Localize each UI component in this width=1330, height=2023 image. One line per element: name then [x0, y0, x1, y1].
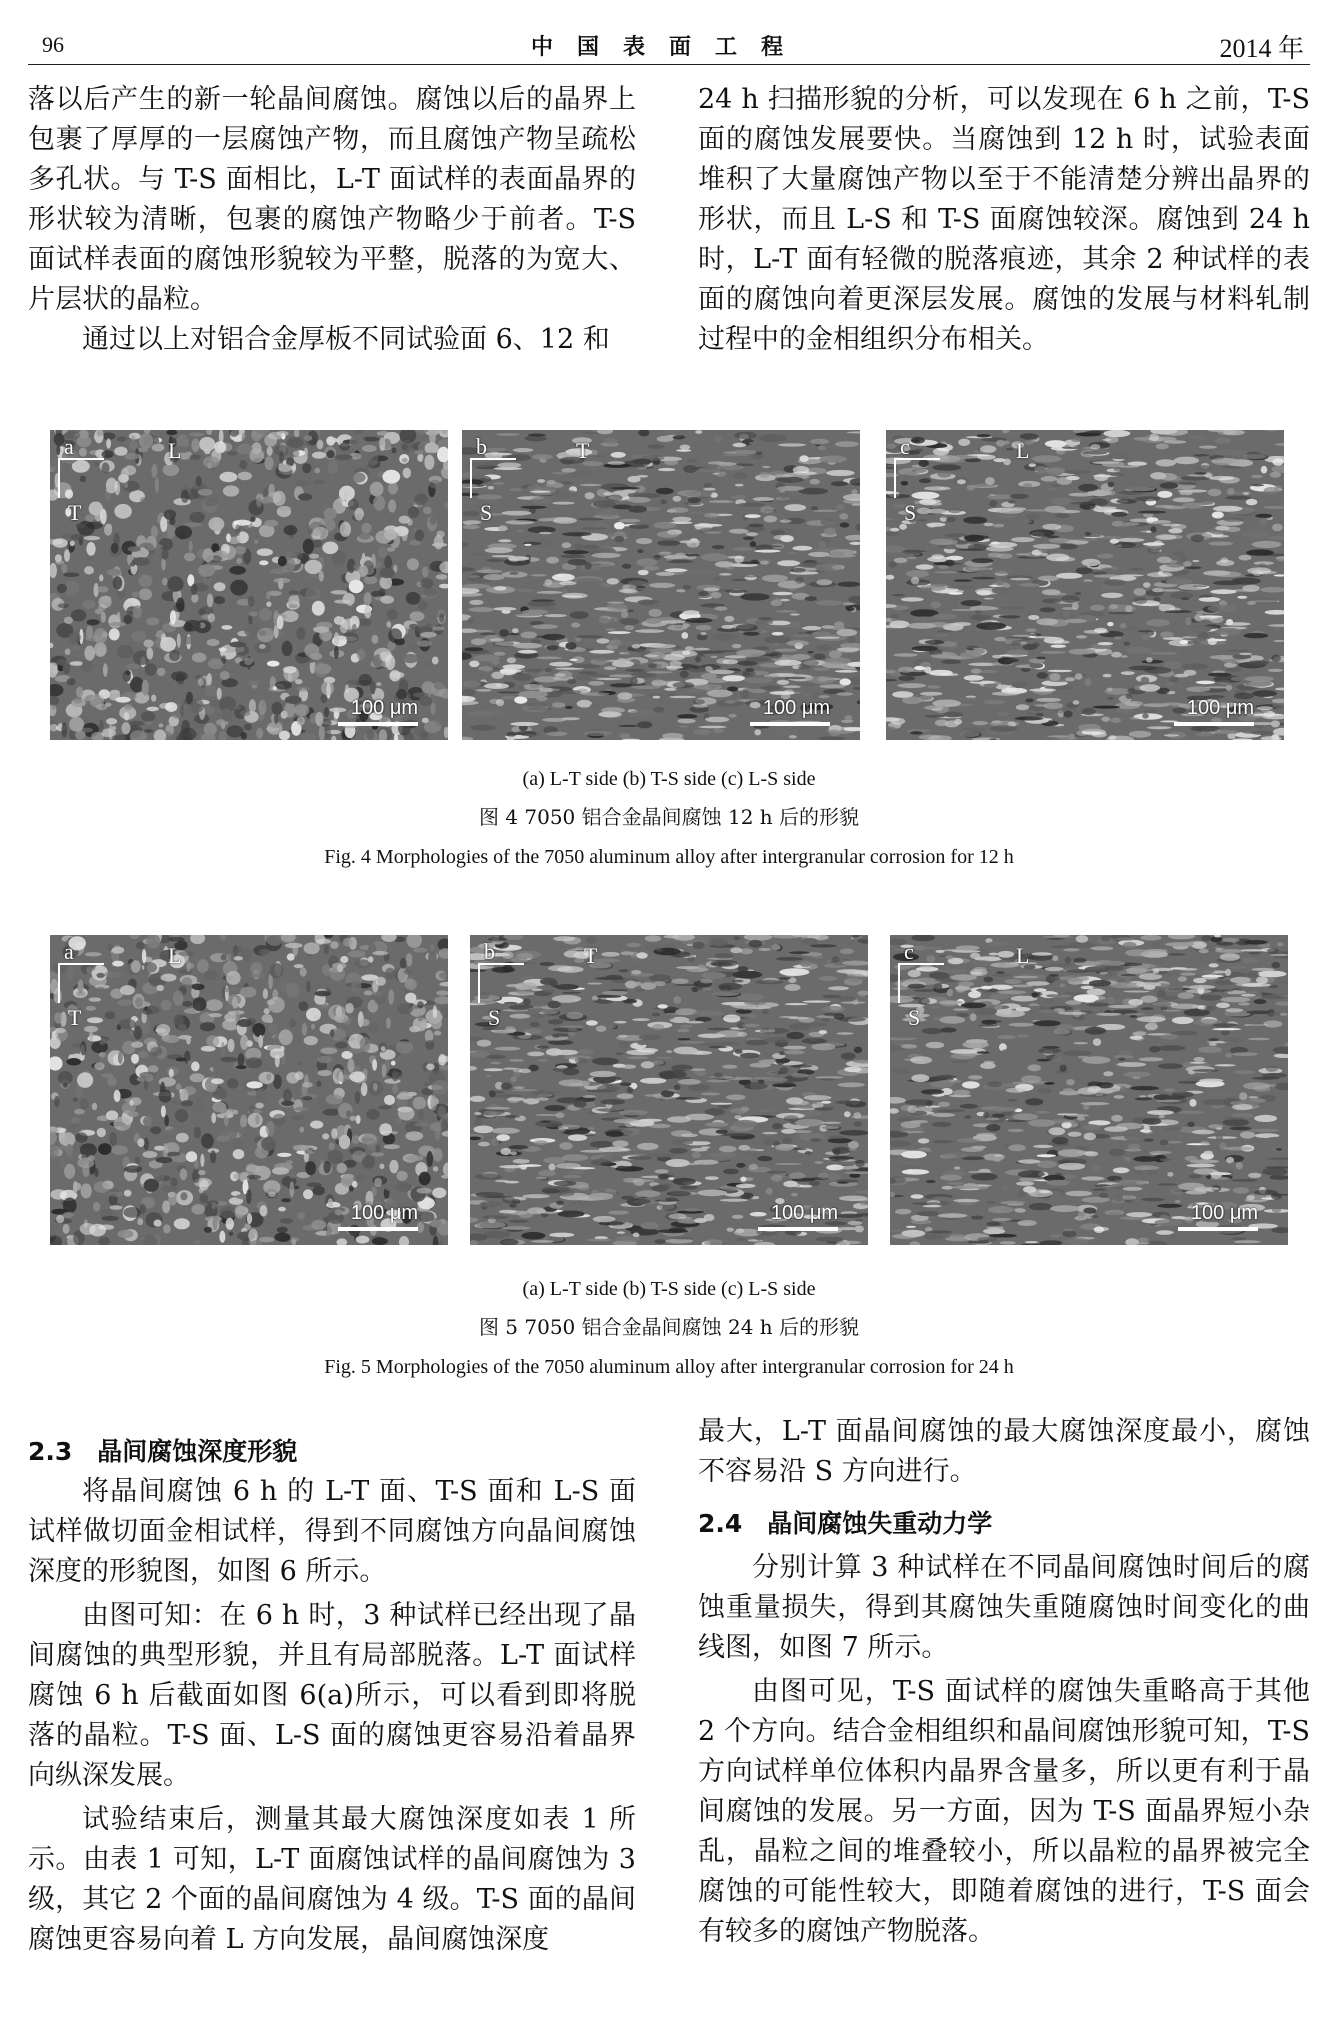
- paragraph: 最大，L-T 面晶间腐蚀的最大腐蚀深度最小，腐蚀不容易沿 S 方向进行。: [698, 1416, 1310, 1487]
- figure-4: [50, 430, 1290, 740]
- panel-letter: b: [484, 939, 495, 964]
- sem-texture: [890, 935, 1288, 1245]
- panel-letter: c: [904, 939, 914, 964]
- axis-label-v: S: [480, 500, 493, 525]
- scale-label: 100 μm: [350, 1202, 418, 1224]
- sem-image-b: [462, 430, 860, 740]
- panel-letter: c: [900, 434, 910, 459]
- axis-label-v: S: [908, 1005, 921, 1030]
- left-column-bottom: [28, 1432, 636, 1960]
- sem-texture: [886, 430, 1284, 740]
- left-column-top: [28, 80, 636, 360]
- scale-label: 100 μm: [1186, 697, 1254, 719]
- paragraph: 由图可见，T-S 面试样的腐蚀失重略高于其他 2 个方向。结合金相组织和晶间腐蚀形貌可知，T-S 方向试样单位体积内晶界含量多，所以更有利于晶间腐蚀的发展。另一方面，因为 T-S 面晶界短小杂乱，晶粒之间的堆叠较小，所以晶粒的晶界被完全腐蚀的可能性较大，即随着腐蚀的进行，T-S 面会有较多的腐蚀产物脱落。: [698, 1676, 1310, 1947]
- page-number: 96: [42, 32, 64, 57]
- scale-label: 100 μm: [350, 697, 418, 719]
- figure-4-caption-zh: 图 4 7050 铝合金晶间腐蚀 12 h 后的形貌: [478, 805, 860, 829]
- sem-texture: [462, 430, 860, 740]
- scale-label: 100 μm: [1190, 1202, 1258, 1224]
- scale-label: 100 μm: [762, 697, 830, 719]
- right-column-top: [698, 80, 1310, 360]
- scale-bar: [758, 1227, 838, 1231]
- paragraph: 将晶间腐蚀 6 h 的 L-T 面、T-S 面和 L-S 面试样做切面金相试样，得到不同腐蚀方向晶间腐蚀深度的形貌图，如图 6 所示。: [28, 1476, 636, 1587]
- axis-v: [478, 963, 480, 1003]
- sem-image-a: [50, 430, 448, 740]
- axis-label-v: S: [488, 1005, 501, 1030]
- figure-5-caption-zh: 图 5 7050 铝合金晶间腐蚀 24 h 后的形貌: [478, 1315, 860, 1339]
- paragraph: 通过以上对铝合金厚板不同试验面 6、12 和: [82, 324, 610, 355]
- sem-image-a: [50, 935, 448, 1245]
- scale-bar: [1174, 722, 1254, 726]
- sem-texture: [470, 935, 868, 1245]
- axis-v: [894, 458, 896, 498]
- axis-v: [470, 458, 472, 498]
- axis-v: [898, 963, 900, 1003]
- scale-label: 100 μm: [770, 1202, 838, 1224]
- running-header: [28, 26, 1310, 66]
- axis-label-h: L: [1016, 943, 1030, 968]
- header-rule: [28, 64, 1310, 65]
- section-heading-2-4: 2.4 晶间腐蚀失重动力学: [698, 1509, 993, 1538]
- sem-image-c: [886, 430, 1284, 740]
- sem-texture: [50, 430, 448, 740]
- figure-4-caption-en: Fig. 4 Morphologies of the 7050 aluminum alloy after intergranular corrosion for 12 h: [324, 846, 1014, 868]
- paragraph: 24 h 扫描形貌的分析，可以发现在 6 h 之前，T-S 面的腐蚀发展要快。当腐蚀到 12 h 时，试验表面堆积了大量腐蚀产物以至于不能清楚分辨出晶界的形状，而且 L-S 和 T-S 面腐蚀较深。腐蚀到 24 h 时，L-T 面有轻微的脱落痕迹，其余 2 种试样的表面的腐蚀向着更深层发展。腐蚀的发展与材料轧制过程中的金相组织分布相关。: [698, 84, 1310, 355]
- year-label: 2014 年: [1219, 34, 1304, 63]
- journal-title: 中国表面工程: [530, 34, 807, 60]
- scale-bar: [338, 1227, 418, 1231]
- sem-image-c: [890, 935, 1288, 1245]
- axis-label-v: T: [68, 500, 82, 525]
- paragraph: 试验结束后，测量其最大腐蚀深度如表 1 所示。由表 1 可知，L-T 面腐蚀试样的晶间腐蚀为 3 级，其它 2 个面的晶间腐蚀为 4 级。T-S 面的晶间腐蚀更容易向着 L 方向发展，晶间腐蚀深度: [28, 1804, 636, 1955]
- section-heading-2-3: 2.3 晶间腐蚀深度形貌: [28, 1437, 298, 1466]
- paragraph: 落以后产生的新一轮晶间腐蚀。腐蚀以后的晶界上包裹了厚厚的一层腐蚀产物，而且腐蚀产物呈疏松多孔状。与 T-S 面相比，L-T 面试样的表面晶界的形状较为清晰，包裹的腐蚀产物略少于前者。T-S 面试样表面的腐蚀形貌较为平整，脱落的为宽大、片层状的晶粒。: [28, 84, 636, 315]
- axis-v: [58, 458, 60, 498]
- paragraph: 分别计算 3 种试样在不同晶间腐蚀时间后的腐蚀重量损失，得到其腐蚀失重随腐蚀时间变化的曲线图，如图 7 所示。: [698, 1552, 1310, 1663]
- figure-5: [50, 935, 1290, 1245]
- panel-letter: a: [64, 434, 74, 459]
- scale-bar: [1178, 1227, 1258, 1231]
- figure-5-caption-en: Fig. 5 Morphologies of the 7050 aluminum alloy after intergranular corrosion for 24 h: [324, 1356, 1014, 1378]
- axis-label-h: L: [168, 943, 182, 968]
- axis-label-h: L: [168, 438, 182, 463]
- paragraph: 由图可知：在 6 h 时，3 种试样已经出现了晶间腐蚀的典型形貌，并且有局部脱落。L-T 面试样腐蚀 6 h 后截面如图 6(a)所示，可以看到即将脱落的晶粒。T-S 面、L-S 面的腐蚀更容易沿着晶界向纵深发展。: [28, 1600, 636, 1791]
- sem-texture: [50, 935, 448, 1245]
- right-column-bottom: [698, 1412, 1310, 1952]
- axis-label-h: T: [576, 438, 590, 463]
- axis-label-v: S: [904, 500, 917, 525]
- figure-4-subcaption: (a) L-T side (b) T-S side (c) L-S side: [522, 768, 816, 790]
- axis-label-v: T: [68, 1005, 82, 1030]
- axis-v: [58, 963, 60, 1003]
- figure-5-subcaption: (a) L-T side (b) T-S side (c) L-S side: [522, 1278, 816, 1300]
- scale-bar: [750, 722, 830, 726]
- axis-label-h: T: [584, 943, 598, 968]
- axis-label-h: L: [1016, 438, 1030, 463]
- sem-image-b: [470, 935, 868, 1245]
- panel-letter: a: [64, 939, 74, 964]
- panel-letter: b: [476, 434, 487, 459]
- scale-bar: [338, 722, 418, 726]
